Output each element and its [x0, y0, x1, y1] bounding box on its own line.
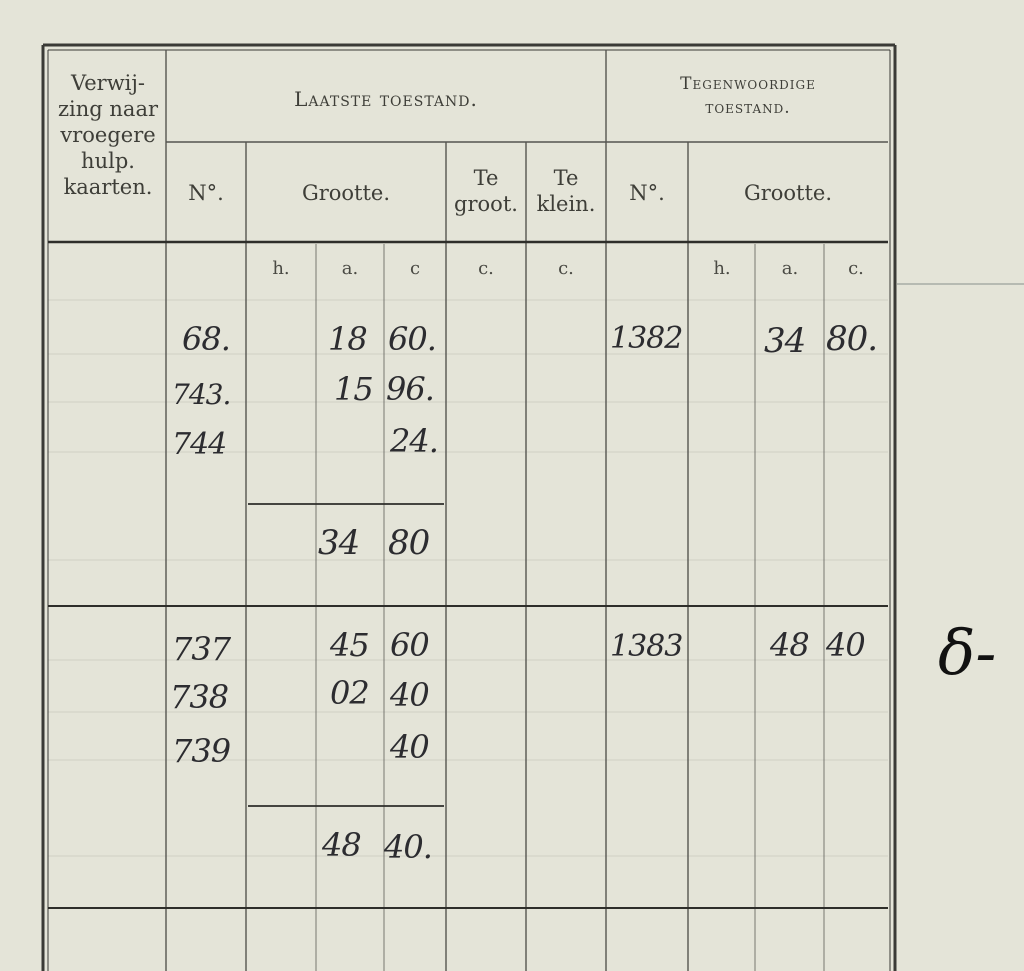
too-large-line: groot.: [454, 192, 518, 216]
unit-te-groot: c.: [478, 258, 494, 279]
entry-number: 743.: [172, 378, 231, 411]
entry-number: 739: [172, 732, 231, 770]
current-number: 1382: [610, 321, 683, 356]
entry-centiare: 60.: [388, 320, 436, 358]
current-state-line: Tegenwoordige: [680, 74, 816, 94]
unit-c: c: [409, 258, 421, 279]
unit-a: a.: [341, 258, 359, 279]
last-state-header: Laatste toestand.: [294, 87, 478, 111]
no-header-right: N°.: [629, 181, 665, 205]
subtotal-centiare: 80: [388, 523, 430, 563]
entry-number: 737: [172, 630, 231, 668]
current-centiare: 40: [826, 626, 865, 664]
unit-a-right: a.: [781, 258, 799, 279]
too-large-line: Te: [473, 166, 499, 190]
unit-h-right: h.: [713, 258, 731, 279]
too-large-header: [446, 165, 526, 217]
current-are: 34: [764, 321, 806, 361]
margin-mark: δ-: [938, 616, 997, 689]
too-small-line: klein.: [536, 192, 596, 216]
entry-number: 68.: [182, 320, 230, 358]
ref-header-line: hulp.: [81, 149, 135, 173]
current-centiare: 80.: [826, 319, 878, 359]
too-small-header: [526, 165, 606, 217]
subtotal-are: 34: [318, 523, 360, 563]
subtotal-are: 48: [322, 826, 361, 864]
entry-are: 18: [328, 320, 367, 358]
entry-centiare: 40: [390, 728, 429, 766]
current-state-line: toestand.: [705, 98, 791, 118]
too-small-line: Te: [553, 166, 579, 190]
entry-are: 15: [334, 370, 373, 408]
ref-header: [50, 70, 166, 200]
ref-header-line: vroegere: [60, 123, 156, 147]
current-state-header: [606, 72, 890, 120]
unit-c-right: c.: [848, 258, 864, 279]
size-header-right: Grootte.: [743, 181, 833, 205]
unit-h: h.: [272, 258, 290, 279]
entry-are: 02: [330, 674, 369, 712]
ref-header-line: zing naar: [57, 97, 159, 121]
current-number: 1383: [610, 629, 683, 664]
no-header-left: N°.: [188, 181, 224, 205]
entry-number: 744: [172, 427, 227, 462]
entry-centiare: 24.: [390, 422, 438, 460]
entry-are: 45: [330, 626, 369, 664]
unit-te-klein: c.: [558, 258, 574, 279]
size-header-left: Grootte.: [301, 181, 391, 205]
entry-centiare: 60: [390, 626, 429, 664]
entry-centiare: 40: [390, 676, 429, 714]
entry-centiare: 96.: [386, 370, 434, 408]
ref-header-line: Verwij-: [70, 71, 145, 95]
subtotal-centiare: 40.: [384, 828, 432, 866]
ref-header-line: kaarten.: [63, 175, 153, 199]
current-are: 48: [770, 626, 809, 664]
entry-number: 738: [170, 678, 229, 716]
